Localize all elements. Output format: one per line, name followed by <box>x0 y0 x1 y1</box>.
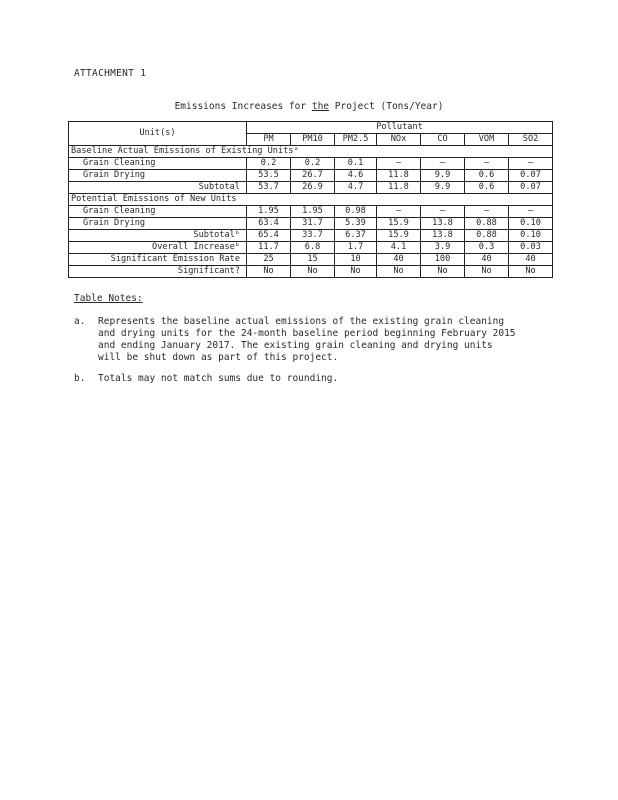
table-cell: – <box>421 206 465 218</box>
table-cell: 1.95 <box>247 206 291 218</box>
table-cell: 40 <box>377 254 421 266</box>
table-cell: No <box>465 266 509 278</box>
attachment-label: ATTACHMENT 1 <box>74 68 147 79</box>
table-cell: 11.8 <box>377 170 421 182</box>
table-cell: 15.9 <box>377 218 421 230</box>
row-label: Subtotal <box>69 182 247 194</box>
table-cell: 31.7 <box>291 218 335 230</box>
note-b <box>74 373 554 387</box>
caption-suffix: Project (Tons/Year) <box>329 101 444 112</box>
section-row <box>69 146 553 158</box>
pollutant-header: Pollutant <box>247 122 553 134</box>
table-cell: 0.2 <box>247 158 291 170</box>
table-row <box>69 230 553 242</box>
table-cell: 40 <box>509 254 553 266</box>
table-row <box>69 206 553 218</box>
table-cell: 33.7 <box>291 230 335 242</box>
table-cell: 53.5 <box>247 170 291 182</box>
table-cell: No <box>291 266 335 278</box>
table-cell: 3.9 <box>421 242 465 254</box>
header-row-1 <box>69 122 553 134</box>
table-cell: 13.8 <box>421 230 465 242</box>
section-heading: Baseline Actual Emissions of Existing Unitsᵃ <box>69 146 553 158</box>
table-cell: 0.88 <box>465 230 509 242</box>
table-cell: 1.95 <box>291 206 335 218</box>
table-cell: 6.37 <box>335 230 377 242</box>
table-cell: 53.7 <box>247 182 291 194</box>
row-label: Significant Emission Rate <box>69 254 247 266</box>
table-cell: – <box>509 158 553 170</box>
unit-header: Unit(s) <box>69 122 247 146</box>
table-cell: 0.07 <box>509 170 553 182</box>
row-label: Grain Cleaning <box>69 206 247 218</box>
table-cell: No <box>509 266 553 278</box>
table-cell: 0.3 <box>465 242 509 254</box>
table-cell: 0.6 <box>465 170 509 182</box>
note-b-label: b. <box>74 373 86 384</box>
table-cell: No <box>377 266 421 278</box>
table-cell: 0.88 <box>465 218 509 230</box>
table-cell: – <box>377 206 421 218</box>
table-cell: 26.7 <box>291 170 335 182</box>
table-cell: – <box>509 206 553 218</box>
row-label: Grain Drying <box>69 170 247 182</box>
table-cell: 0.03 <box>509 242 553 254</box>
table-row <box>69 266 553 278</box>
table-cell: 11.7 <box>247 242 291 254</box>
table-caption <box>0 101 618 112</box>
table-cell: 26.9 <box>291 182 335 194</box>
table-cell: 15 <box>291 254 335 266</box>
table-cell: 9.9 <box>421 170 465 182</box>
table-cell: 100 <box>421 254 465 266</box>
note-a <box>74 316 554 364</box>
caption-prefix: Emissions Increases for <box>174 101 312 112</box>
table-row <box>69 254 553 266</box>
row-label: Grain Drying <box>69 218 247 230</box>
table-cell: 65.4 <box>247 230 291 242</box>
table-cell: 0.98 <box>335 206 377 218</box>
table-cell: 1.7 <box>335 242 377 254</box>
column-header: CO <box>421 134 465 146</box>
table-cell: 0.10 <box>509 230 553 242</box>
table-cell: 6.8 <box>291 242 335 254</box>
table-cell: 0.1 <box>335 158 377 170</box>
table-cell: 11.8 <box>377 182 421 194</box>
column-header: VOM <box>465 134 509 146</box>
column-header: PM2.5 <box>335 134 377 146</box>
table-cell: No <box>335 266 377 278</box>
row-label: Grain Cleaning <box>69 158 247 170</box>
table-cell: 9.9 <box>421 182 465 194</box>
column-header: SO2 <box>509 134 553 146</box>
table-row <box>69 218 553 230</box>
row-label: Subtotalᵇ <box>69 230 247 242</box>
table-cell: 0.10 <box>509 218 553 230</box>
row-label: Overall Increaseᵇ <box>69 242 247 254</box>
table-cell: 0.6 <box>465 182 509 194</box>
note-a-text: Represents the baseline actual emissions of the existing grain cleaning and drying units for the 24-month baseline period beginning February 2015 and ending January 2017. The existing grain cleaning and drying units will be shut down as part of this project. <box>98 316 516 363</box>
table-cell: 4.1 <box>377 242 421 254</box>
notes-title: Table Notes: <box>74 293 143 304</box>
table-cell: 0.07 <box>509 182 553 194</box>
section-heading: Potential Emissions of New Units <box>69 194 553 206</box>
table-cell: 13.8 <box>421 218 465 230</box>
table-cell: No <box>421 266 465 278</box>
table-row <box>69 170 553 182</box>
table-cell: No <box>247 266 291 278</box>
table-cell: – <box>377 158 421 170</box>
table-cell: – <box>421 158 465 170</box>
table-cell: 4.6 <box>335 170 377 182</box>
table-cell: – <box>465 206 509 218</box>
table-cell: – <box>465 158 509 170</box>
table-cell: 63.4 <box>247 218 291 230</box>
table-row <box>69 158 553 170</box>
column-header: PM10 <box>291 134 335 146</box>
table-cell: 25 <box>247 254 291 266</box>
table-cell: 40 <box>465 254 509 266</box>
table-row <box>69 182 553 194</box>
table-cell: 15.9 <box>377 230 421 242</box>
table-cell: 0.2 <box>291 158 335 170</box>
column-header: PM <box>247 134 291 146</box>
section-row <box>69 194 553 206</box>
row-label: Significant? <box>69 266 247 278</box>
table-row <box>69 242 553 254</box>
column-header: NOx <box>377 134 421 146</box>
note-b-text: Totals may not match sums due to rounding. <box>98 373 339 384</box>
caption-underlined: the <box>311 101 330 112</box>
table-cell: 4.7 <box>335 182 377 194</box>
table-cell: 10 <box>335 254 377 266</box>
emissions-table <box>68 121 553 278</box>
table-cell: 5.39 <box>335 218 377 230</box>
note-a-label: a. <box>74 316 86 327</box>
